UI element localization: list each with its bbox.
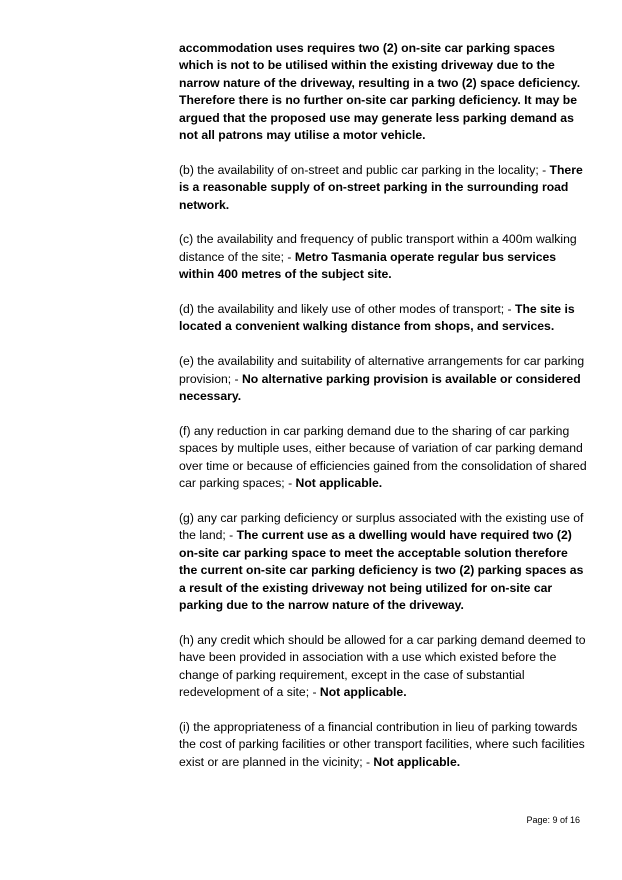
criterion-d-response: The site is located a convenient walking distance from shops, and services. — [179, 302, 575, 334]
criterion-g-response: The current use as a dwelling would have required two (2) on-site car parking space to meet the acceptable solution therefore the current on-site car parking deficiency is two (2) parking spaces as a result of the existing driveway not being utilized for on-site car parking due to the narrow nature of the driveway. — [179, 528, 584, 612]
criterion-h-response: Not applicable. — [319, 684, 407, 699]
page-number: Page: 9 of 16 — [526, 815, 580, 825]
criterion-c-response: Metro Tasmania operate regular bus services within 400 metres of the subject site. — [179, 249, 557, 282]
criterion-c-text: (c) the availability and frequency of public transport within a 400m walking distance of the site; - — [179, 232, 577, 264]
criterion-e-paragraph — [179, 353, 587, 405]
criterion-i-paragraph — [179, 719, 587, 771]
criterion-e-text: (e) the availability and suitability of alternative arrangements for car parking provision; - — [179, 354, 585, 386]
criterion-f-paragraph — [179, 423, 587, 493]
intro-paragraph — [179, 40, 587, 144]
criterion-c-paragraph — [179, 231, 587, 283]
document-body — [179, 40, 587, 788]
criterion-f-text: (f) any reduction in car parking demand due to the sharing of car parking spaces by multiple uses, either because of variation of car parking demand over time or because of efficiencies gained from the consolidation of shared car parking spaces; - — [179, 423, 587, 491]
criterion-e-response: No alternative parking provision is available or considered necessary. — [179, 371, 581, 404]
criterion-i-text: (i) the appropriateness of a financial contribution in lieu of parking towards the cost of parking facilities or other transport facilities, where such facilities exist or are planned in the vicinity; - — [179, 719, 585, 769]
intro-text: accommodation uses requires two (2) on-site car parking spaces which is not to be utilised within the existing driveway due to the narrow nature of the driveway, resulting in a two (2) space deficiency. Therefore there is no further on-site car parking deficiency. It may be argued that the proposed use may generate less parking demand as not all patrons may utilise a motor vehicle. — [179, 41, 581, 143]
criterion-i-response: Not applicable. — [373, 754, 461, 769]
criterion-d-text: (d) the availability and likely use of other modes of transport; - — [179, 302, 515, 317]
criterion-b-paragraph — [179, 162, 587, 214]
criterion-b-response: There is a reasonable supply of on-street parking in the surrounding road network. — [179, 162, 583, 212]
criterion-g-text: (g) any car parking deficiency or surplus associated with the existing use of the land; - — [179, 510, 584, 543]
criterion-h-text: (h) any credit which should be allowed for a car parking demand deemed to have been provided in association with a use which existed before the change of parking requirement, except in the case of substantial redevelopment of a site; - — [179, 632, 586, 699]
criterion-h-paragraph — [179, 632, 587, 702]
criterion-d-paragraph — [179, 301, 587, 336]
criterion-b-text: (b) the availability of on-street and public car parking in the locality; - — [179, 162, 550, 177]
criterion-f-response: Not applicable. — [295, 476, 383, 491]
criterion-g-paragraph — [179, 510, 587, 614]
